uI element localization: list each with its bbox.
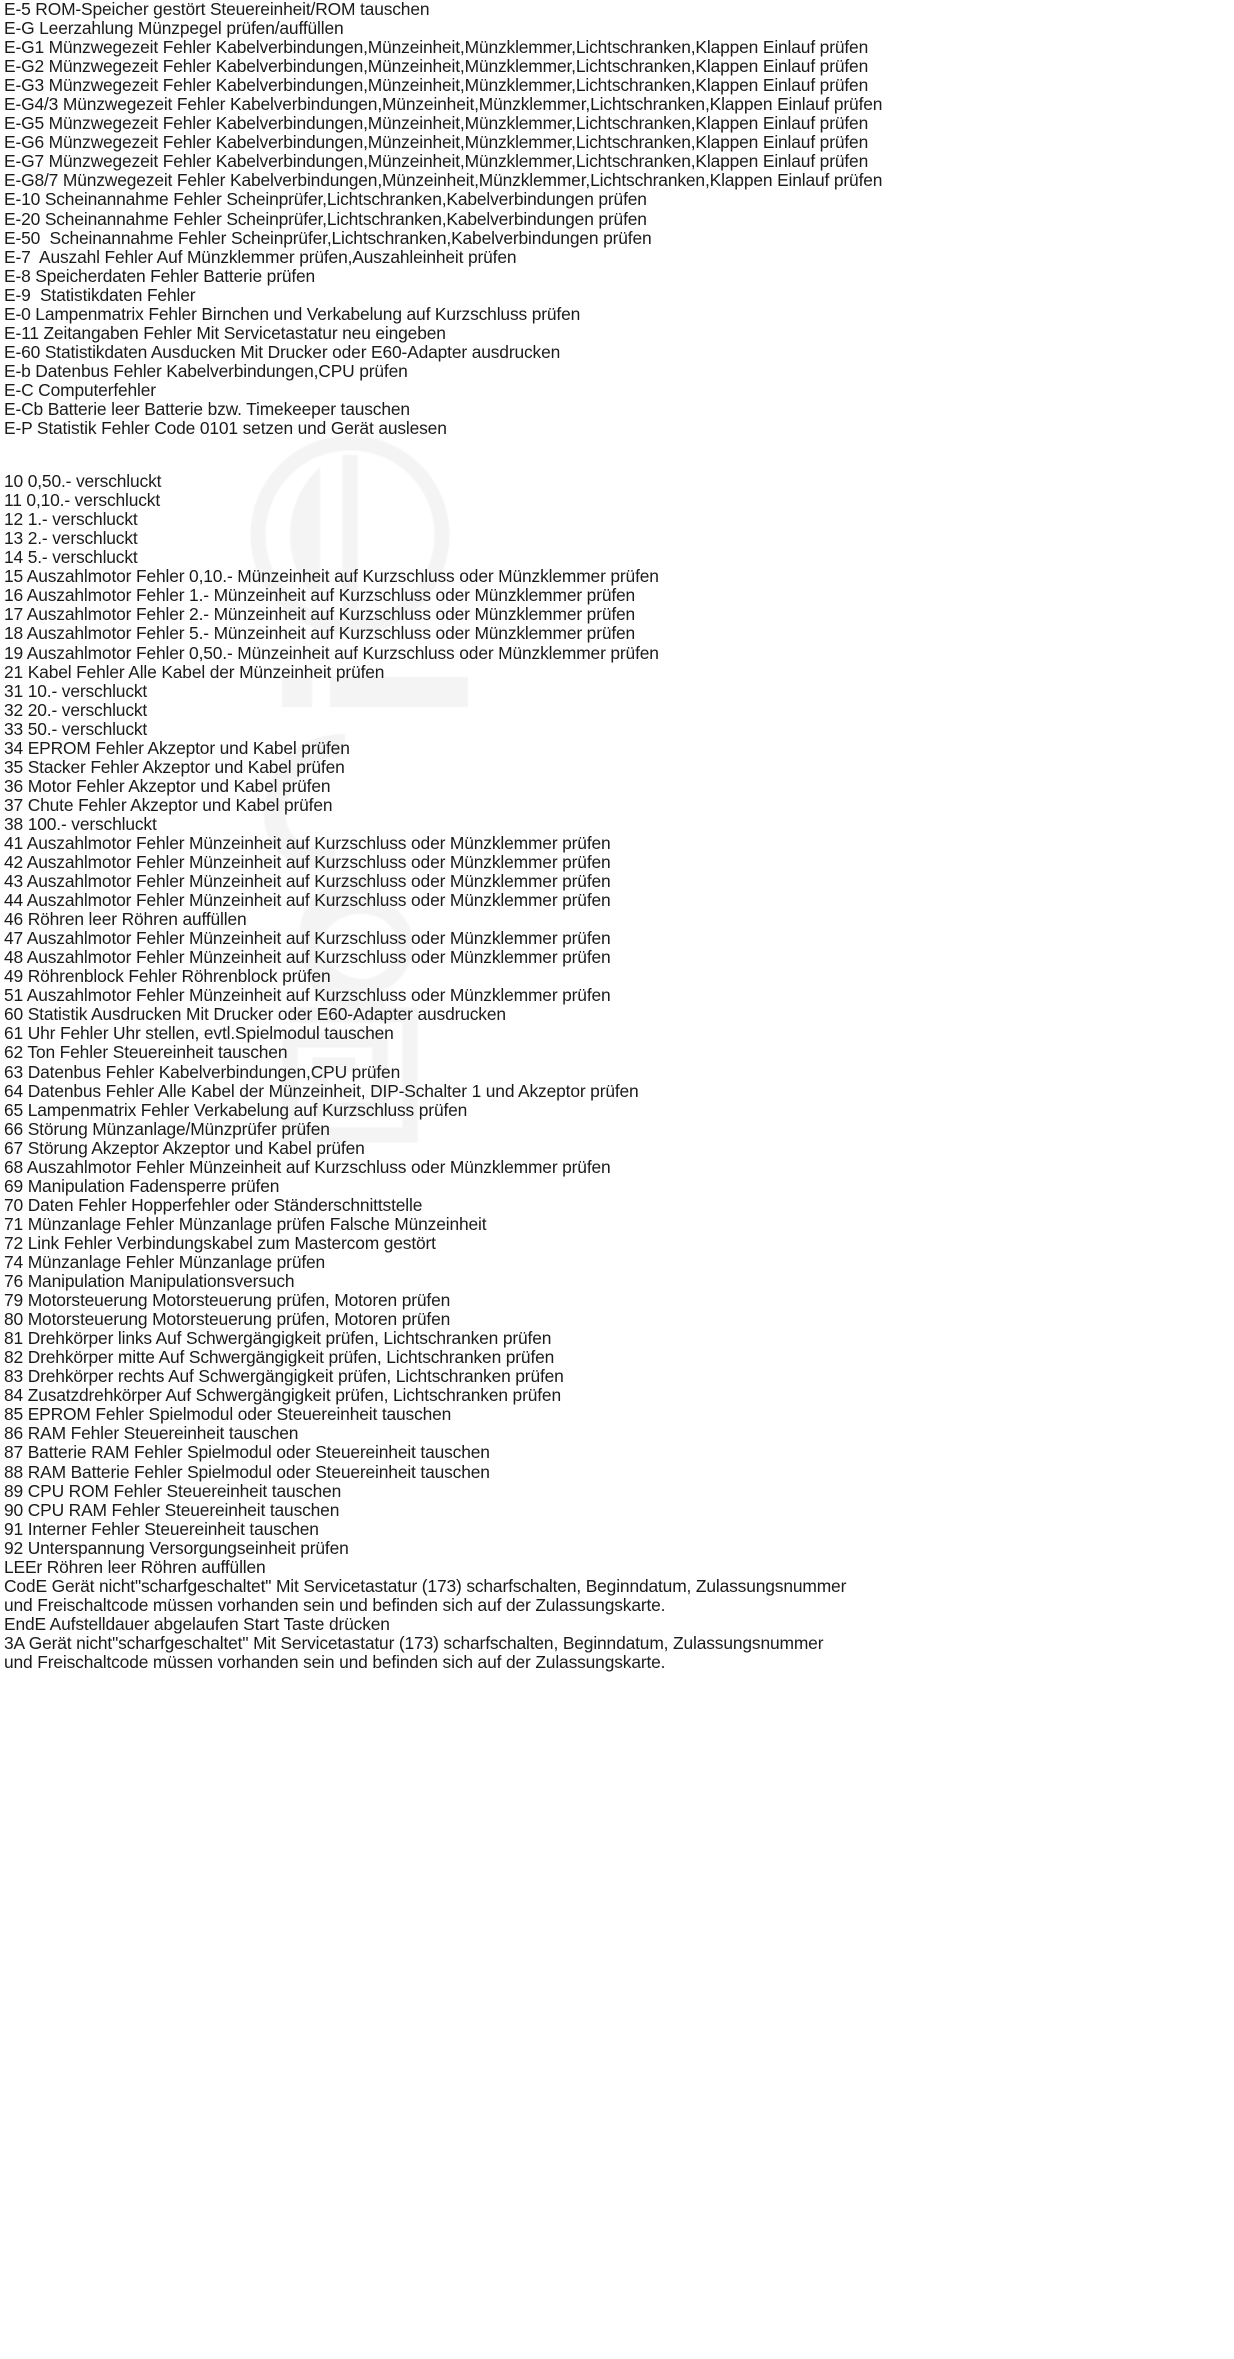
numeric-code-line: 14 5.- verschluckt <box>4 547 138 568</box>
e-code-line: E-20 Scheinannahme Fehler Scheinprüfer,Lichtschranken,Kabelverbindungen prüfen <box>4 208 647 229</box>
numeric-code-line: 85 EPROM Fehler Spielmodul oder Steuereinheit tauschen <box>4 1404 452 1425</box>
e-code-line: E-8 Speicherdaten Fehler Batterie prüfen <box>4 265 316 286</box>
numeric-code-line: 19 Auszahlmotor Fehler 0,50.- Münzeinheit auf Kurzschluss oder Münzklemmer prüfen <box>4 642 659 663</box>
e-code-line: E-Cb Batterie leer Batterie bzw. Timekeeper tauschen <box>4 398 410 419</box>
e-code-line: E-11 Zeitangaben Fehler Mit Servicetastatur neu eingeben <box>4 322 446 343</box>
numeric-code-line: 11 0,10.- verschluckt <box>4 490 161 511</box>
numeric-code-line: 36 Motor Fehler Akzeptor und Kabel prüfen <box>4 775 331 796</box>
e-code-line: E-C Computerfehler <box>4 379 156 400</box>
numeric-code-line: 65 Lampenmatrix Fehler Verkabelung auf Kurzschluss prüfen <box>4 1099 468 1120</box>
e-code-line: E-60 Statistikdaten Ausducken Mit Drucker oder E60-Adapter ausdrucken <box>4 341 561 362</box>
e-code-line: E-G2 Münzwegezeit Fehler Kabelverbindungen,Münzeinheit,Münzklemmer,Lichtschranken,Klappen Einlauf prüfen <box>4 56 869 77</box>
numeric-code-line: 88 RAM Batterie Fehler Spielmodul oder Steuereinheit tauschen <box>4 1461 490 1482</box>
numeric-code-line: 13 2.- verschluckt <box>4 528 138 549</box>
numeric-code-line: 63 Datenbus Fehler Kabelverbindungen,CPU prüfen <box>4 1061 401 1082</box>
numeric-code-line: 71 Münzanlage Fehler Münzanlage prüfen Falsche Münzeinheit <box>4 1213 487 1234</box>
numeric-code-line: 67 Störung Akzeptor Akzeptor und Kabel prüfen <box>4 1137 365 1158</box>
numeric-code-line: 92 Unterspannung Versorgungseinheit prüfen <box>4 1537 349 1558</box>
e-code-line: E-G1 Münzwegezeit Fehler Kabelverbindungen,Münzeinheit,Münzklemmer,Lichtschranken,Klappen Einlauf prüfen <box>4 37 869 58</box>
numeric-code-line: 32 20.- verschluckt <box>4 699 148 720</box>
numeric-code-line: 43 Auszahlmotor Fehler Münzeinheit auf Kurzschluss oder Münzklemmer prüfen <box>4 871 611 892</box>
e-code-line: E-G8/7 Münzwegezeit Fehler Kabelverbindungen,Münzeinheit,Münzklemmer,Lichtschranken,Klappen Einlauf prüfen <box>4 170 883 191</box>
numeric-code-line: 47 Auszahlmotor Fehler Münzeinheit auf Kurzschluss oder Münzklemmer prüfen <box>4 928 611 949</box>
numeric-code-line: 61 Uhr Fehler Uhr stellen, evtl.Spielmodul tauschen <box>4 1023 394 1044</box>
e-code-line: E-G4/3 Münzwegezeit Fehler Kabelverbindungen,Münzeinheit,Münzklemmer,Lichtschranken,Klappen Einlauf prüfen <box>4 94 883 115</box>
numeric-code-line: 66 Störung Münzanlage/Münzprüfer prüfen <box>4 1118 330 1139</box>
numeric-code-line: 42 Auszahlmotor Fehler Münzeinheit auf Kurzschluss oder Münzklemmer prüfen <box>4 852 611 873</box>
numeric-code-line: und Freischaltcode müssen vorhanden sein und befinden sich auf der Zulassungskarte. <box>4 1594 666 1615</box>
numeric-code-line: 35 Stacker Fehler Akzeptor und Kabel prüfen <box>4 756 345 777</box>
numeric-code-line: 31 10.- verschluckt <box>4 680 148 701</box>
numeric-code-line: 72 Link Fehler Verbindungskabel zum Mastercom gestört <box>4 1232 436 1253</box>
numeric-code-line: 33 50.- verschluckt <box>4 718 148 739</box>
numeric-code-line: 12 1.- verschluckt <box>4 509 138 530</box>
numeric-code-line: 68 Auszahlmotor Fehler Münzeinheit auf Kurzschluss oder Münzklemmer prüfen <box>4 1156 611 1177</box>
numeric-code-line: 69 Manipulation Fadensperre prüfen <box>4 1175 280 1196</box>
numeric-code-line: 17 Auszahlmotor Fehler 2.- Münzeinheit auf Kurzschluss oder Münzklemmer prüfen <box>4 604 636 625</box>
e-code-line: E-b Datenbus Fehler Kabelverbindungen,CPU prüfen <box>4 360 408 381</box>
e-code-line: E-10 Scheinannahme Fehler Scheinprüfer,Lichtschranken,Kabelverbindungen prüfen <box>4 189 647 210</box>
e-code-line: E-0 Lampenmatrix Fehler Birnchen und Verkabelung auf Kurzschluss prüfen <box>4 303 581 324</box>
numeric-code-line: 82 Drehkörper mitte Auf Schwergängigkeit prüfen, Lichtschranken prüfen <box>4 1347 555 1368</box>
numeric-code-line: 44 Auszahlmotor Fehler Münzeinheit auf Kurzschluss oder Münzklemmer prüfen <box>4 890 611 911</box>
numeric-code-line: 64 Datenbus Fehler Alle Kabel der Münzeinheit, DIP-Schalter 1 und Akzeptor prüfen <box>4 1080 639 1101</box>
numeric-code-line: CodE Gerät nicht"scharfgeschaltet" Mit Servicetastatur (173) scharfschalten, Beginndatum, Zulassungsnummer <box>4 1575 847 1596</box>
numeric-code-line: 3A Gerät nicht"scharfgeschaltet" Mit Servicetastatur (173) scharfschalten, Beginndatum, Zulassungsnummer <box>4 1632 824 1653</box>
numeric-code-line: 80 Motorsteuerung Motorsteuerung prüfen, Motoren prüfen <box>4 1309 451 1330</box>
numeric-code-line: 79 Motorsteuerung Motorsteuerung prüfen, Motoren prüfen <box>4 1290 451 1311</box>
numeric-code-line: 46 Röhren leer Röhren auffüllen <box>4 909 247 930</box>
numeric-code-line: 10 0,50.- verschluckt <box>4 471 162 492</box>
numeric-code-line: 70 Daten Fehler Hopperfehler oder Ständerschnittstelle <box>4 1194 423 1215</box>
numeric-code-line: 91 Interner Fehler Steuereinheit tauschen <box>4 1518 319 1539</box>
e-code-line: E-G5 Münzwegezeit Fehler Kabelverbindungen,Münzeinheit,Münzklemmer,Lichtschranken,Klappen Einlauf prüfen <box>4 113 869 134</box>
e-code-line: E-G6 Münzwegezeit Fehler Kabelverbindungen,Münzeinheit,Münzklemmer,Lichtschranken,Klappen Einlauf prüfen <box>4 132 869 153</box>
e-code-line: E-G3 Münzwegezeit Fehler Kabelverbindungen,Münzeinheit,Münzklemmer,Lichtschranken,Klappen Einlauf prüfen <box>4 75 869 96</box>
e-code-line: E-G Leerzahlung Münzpegel prüfen/auffüllen <box>4 18 344 39</box>
numeric-code-line: 60 Statistik Ausdrucken Mit Drucker oder E60-Adapter ausdrucken <box>4 1004 506 1025</box>
numeric-code-line: 90 CPU RAM Fehler Steuereinheit tauschen <box>4 1499 340 1520</box>
numeric-code-line: 18 Auszahlmotor Fehler 5.- Münzeinheit auf Kurzschluss oder Münzklemmer prüfen <box>4 623 636 644</box>
numeric-code-section <box>4 472 1234 1672</box>
numeric-code-line: 76 Manipulation Manipulationsversuch <box>4 1271 295 1292</box>
numeric-code-line: 34 EPROM Fehler Akzeptor und Kabel prüfen <box>4 737 350 758</box>
numeric-code-line: 84 Zusatzdrehkörper Auf Schwergängigkeit prüfen, Lichtschranken prüfen <box>4 1385 561 1406</box>
numeric-code-line: 41 Auszahlmotor Fehler Münzeinheit auf Kurzschluss oder Münzklemmer prüfen <box>4 832 611 853</box>
numeric-code-line: 37 Chute Fehler Akzeptor und Kabel prüfen <box>4 794 333 815</box>
numeric-code-line: 74 Münzanlage Fehler Münzanlage prüfen <box>4 1252 326 1272</box>
e-code-line: E-50 Scheinannahme Fehler Scheinprüfer,Lichtschranken,Kabelverbindungen prüfen <box>4 227 652 248</box>
numeric-code-line: 86 RAM Fehler Steuereinheit tauschen <box>4 1423 299 1444</box>
numeric-code-line: 15 Auszahlmotor Fehler 0,10.- Münzeinheit auf Kurzschluss oder Münzklemmer prüfen <box>4 566 659 587</box>
section-spacer-top <box>4 438 1234 472</box>
numeric-code-line: 81 Drehkörper links Auf Schwergängigkeit prüfen, Lichtschranken prüfen <box>4 1328 552 1349</box>
numeric-code-line: 38 100.- verschluckt <box>4 813 157 834</box>
e-code-line: E-G7 Münzwegezeit Fehler Kabelverbindungen,Münzeinheit,Münzklemmer,Lichtschranken,Klappen Einlauf prüfen <box>4 151 869 172</box>
numeric-code-line: 62 Ton Fehler Steuereinheit tauschen <box>4 1042 288 1063</box>
numeric-code-line: 21 Kabel Fehler Alle Kabel der Münzeinheit prüfen <box>4 661 385 682</box>
numeric-code-line: 87 Batterie RAM Fehler Spielmodul oder Steuereinheit tauschen <box>4 1442 490 1463</box>
numeric-code-line: 89 CPU ROM Fehler Steuereinheit tauschen <box>4 1480 342 1501</box>
numeric-code-line: LEEr Röhren leer Röhren auffüllen <box>4 1556 266 1577</box>
numeric-code-line: 51 Auszahlmotor Fehler Münzeinheit auf Kurzschluss oder Münzklemmer prüfen <box>4 985 611 1006</box>
numeric-code-line: und Freischaltcode müssen vorhanden sein und befinden sich auf der Zulassungskarte. <box>4 1651 666 1672</box>
e-code-section <box>4 0 1234 438</box>
numeric-code-line: 16 Auszahlmotor Fehler 1.- Münzeinheit auf Kurzschluss oder Münzklemmer prüfen <box>4 585 636 606</box>
e-code-line: E-7 Auszahl Fehler Auf Münzklemmer prüfen,Auszahleinheit prüfen <box>4 246 517 267</box>
e-code-line: E-9 Statistikdaten Fehler <box>4 284 196 305</box>
numeric-code-line: 48 Auszahlmotor Fehler Münzeinheit auf Kurzschluss oder Münzklemmer prüfen <box>4 947 611 968</box>
e-code-line: E-5 ROM-Speicher gestört Steuereinheit/ROM tauschen <box>4 0 430 19</box>
numeric-code-line: 49 Röhrenblock Fehler Röhrenblock prüfen <box>4 966 331 987</box>
e-code-line: E-P Statistik Fehler Code 0101 setzen und Gerät auslesen <box>4 418 447 439</box>
numeric-code-line: EndE Aufstelldauer abgelaufen Start Taste drücken <box>4 1613 390 1634</box>
numeric-code-line: 83 Drehkörper rechts Auf Schwergängigkeit prüfen, Lichtschranken prüfen <box>4 1366 564 1387</box>
